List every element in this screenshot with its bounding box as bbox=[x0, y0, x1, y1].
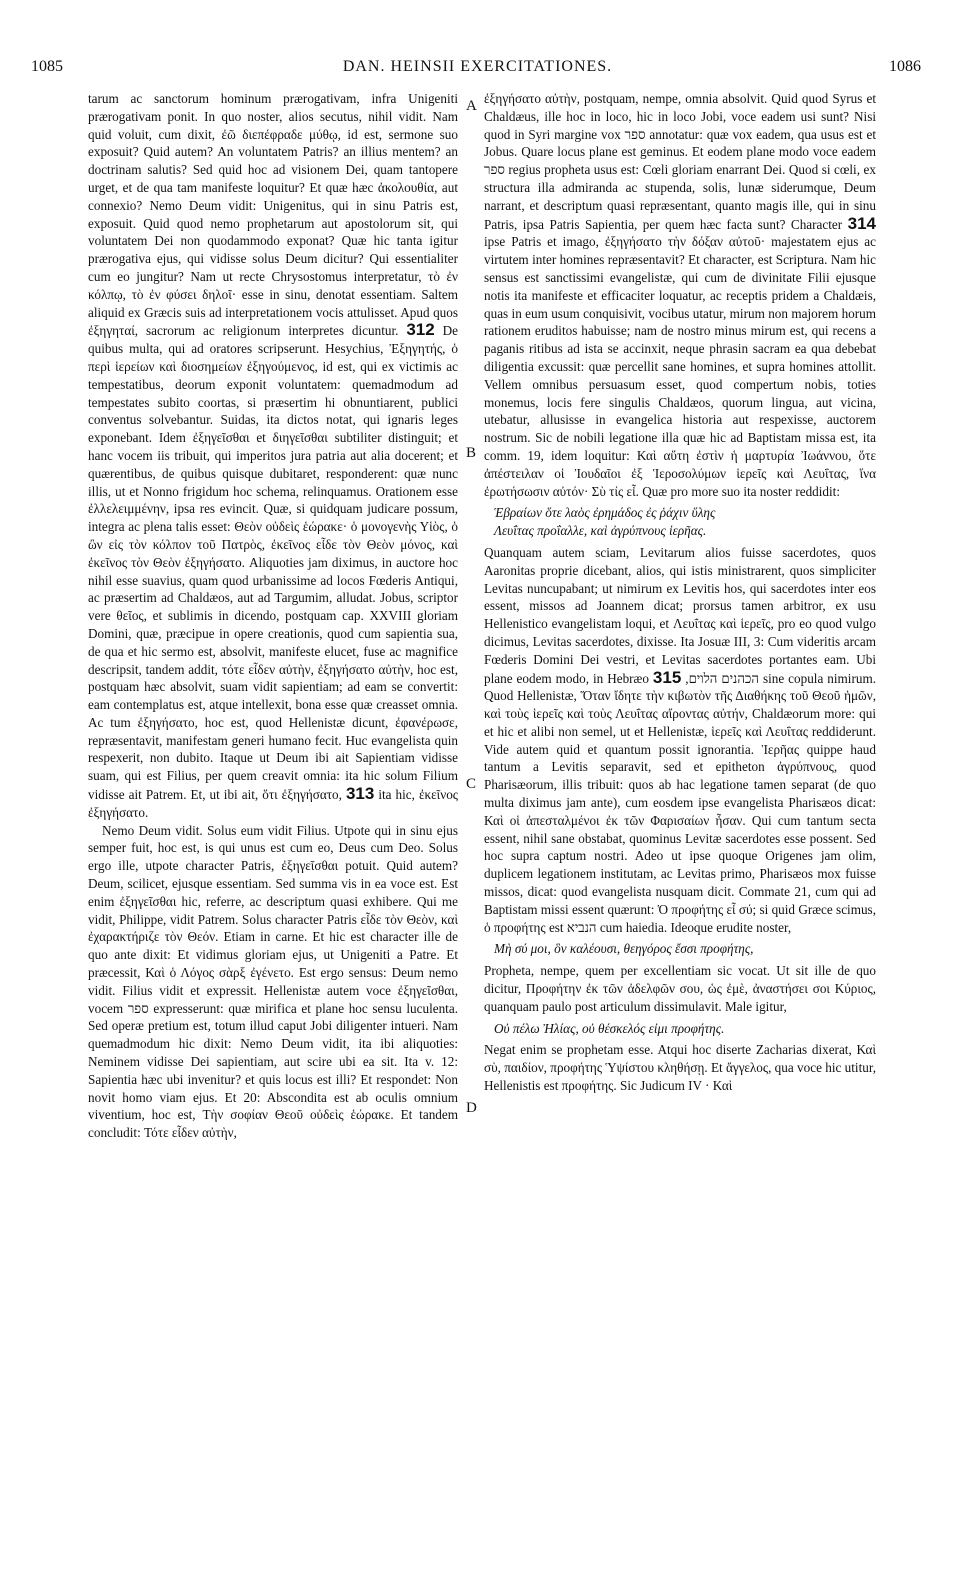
right-text-1b: ipse Patris et imago, ἐξηγήσατο τὴν δόξαν αὐτοῦ· majestatem ejus ac virtutem inter homines repræsentavit? Et character, est Scriptura. Nam hic sensus est sanctissimi evangelistæ, qui cum de divinitate Filii ejusque notis ita manifeste et efficaciter loquatur, ac receptis pridem a Chaldæis, quas in eum usum conquisivit, vocibus utatur, mirum non majorem horum rationem eruditos habuisse; nam de nostro minus mirum est, qui recens a paganis ritibus ad ista se accinxit, neque phrasin sacram ea qua debebat diligentia excussit: quæ percellit sane homines, et supra homines attollit. Vellem omnibus persuasum esset, quod compertum nobis, toties monemus, locis fere singulis Chaldæos, quorum lingua, aut vicina, utebatur, allusisse in evangelica historia aut respexisse, auctorem nostrum. Sic de nobili legatione illa quæ hic ad Baptistam missa est, ita comm. 19, idem loquitur: Καὶ αὕτη ἐστὶν ἡ μαρτυρία Ἰωάννου, ὅτε ἀπέστειλαν οἱ Ἰουδαῖοι ἐξ Ἱεροσολύμων ἱερεῖς καὶ Λευΐτας, ἵνα ἐρωτήσωσιν αὐτόν· Σὺ τίς εἶ. Quæ pro more suo ita noster reddidit: bbox=[484, 234, 876, 499]
left-paragraph-1 bbox=[88, 90, 458, 822]
left-text-1b: De quibus multa, qui ad oratores scripserunt. Hesychius, Ἐξηγητής, ὁ περὶ ἱερείων καὶ διοσημείων ἐξηγούμενος, id est, qui ex victimis ac tempestatibus, deorum exponit voluntatem: quemadmodum ad tempestates subito coortas, si præsertim hi obnuntiarent, publici conventus solvebantur. Suidas, ita dictos notat, qui ignaris leges exponebant. Idem ἐξηγεῖσθαι et διηγεῖσθαι subtiliter distinguit; et hanc vocem iis tribuit, qui imperitos jura patria aut alia docerent; et quærentibus, de quibus quisque dubitaret, responderent: quæ nunc illis, ut et Nonno frigidum hoc schema, relinquamus. Orationem esse ἐλλελειμμένην, ipsa res evincit. Quæ, si quidquam judicare possum, integra ac plena talis esset: Θεὸν οὐδεὶς ἑώρακε· ὁ μονογενὴς Υἱὸς, ὁ ὢν εἰς τὸν κόλπον τοῦ Πατρὸς, ἐκεῖνος εἶδε τὸν Θεὸν μόνος, καὶ ἐκεῖνος τὸν Θεὸν ἐξηγήσατο. Aliquoties jam diximus, in auctore hoc nihil esse suavius, quam quod urbanissime ad locos Fœderis Antiqui, ac præsertim ad Chaldæos, aut ad Targumim, alludat. Jobus, scriptor vere θεῖος, et sublimis in dicendo, postquam cap. XXVIII gloriam Domini, quæ, præcipue in opere creationis, quod cum sapientia sua, de qua et hic sermo est, absolvit, manifeste elucet, fuse ac magnifice descripsit, tandem addit, τότε εἶδεν αὐτὴν, ἐξηγήσατο αὐτὴν, hoc est, postquam hæc absolvit, suam vidit sapientiam; ad eam se convertit: eam contemplatus est, atque intellexit, bona esse quæ creasset omnia. Ac tum ἐξηγήσατο, hoc est, quod Hellenistæ dicunt, ἐφανέρωσε, repræsentavit, manifestam generi humano fecit. Huc evangelista quin respexerit, non dubito. Itaque ut Deum ibi ait Sapientiam vidisse suam, qui est Filius, per quem creavit omnia: ita hic solum Filium vidisse ait Patrem. Et, ut ibi ait, ὅτι ἐξηγήσατο, bbox=[88, 323, 459, 803]
right-paragraph-1 bbox=[484, 90, 876, 500]
right-column bbox=[484, 90, 876, 1095]
running-head bbox=[0, 58, 955, 82]
section-marker-b: B bbox=[466, 445, 477, 461]
running-title: DAN. HEINSII EXERCITATIONES. bbox=[342, 58, 613, 75]
section-marker-a: A bbox=[466, 98, 477, 114]
right-paragraph-3: Propheta, nempe, quem per excellentiam sic vocat. Ut sit ille de quo dicitur, Προφήτην ἐκ τῶν ἀδελφῶν σου, ὡς ἐμὲ, ἀναστήσει σοι Κύριος, quanquam paulo post articulum dissimulavit. Male igitur, bbox=[484, 963, 876, 1014]
left-column bbox=[88, 90, 458, 1142]
right-text-2b: sine copula nimirum. Quod Hellenistæ, Ὅταν ἴδητε τὴν κιβωτὸν τῆς Διαθήκης τοῦ Θεοῦ ἡμῶν, καὶ τοὺς ἱερεῖς καὶ τοὺς Λευΐτας αἴροντας αὐτήν, Chaldæorum more: qui et hic et alibi non semel, ut et Hellenistæ, ἱερεῖς καὶ Λευΐτας reddiderunt. Vide autem quid et quantum possit ignorantia. Ἱερῆας quippe haud tantum a Levitis separavit, sed et epitheton ἀγρύπνους, quod Pharisæorum, illis tribuit: quos ab hac legatione tamen separat (de quo multa diximus jam ante), cum eosdem ipse evangelista Pharisæos dicat: Καὶ οἱ ἀπεσταλμένοι ἐκ τῶν Φαρισαίων ἦσαν. Qui cum tantum secta essent, nihil sane obstabat, quominus Levitæ sacerdotes esse possent. Sed hoc supra captum nostri. Adeo ut ipse quoque Origenes jam olim, duplicem legationem institutam, ac Levitas primo, Pharisæos mox fuisse missos, dicat: quod evangelista nusquam dicit. Commate 21, cum qui ad Baptistam missi essent quærunt: Ὁ προφήτης εἶ σύ; si quid Græce scimus, ὁ προφήτης est הנביא cum haiedia. Ideoque erudite noster, bbox=[484, 670, 877, 935]
left-paragraph-2: Nemo Deum vidit. Solus eum vidit Filius. Utpote qui in sinu ejus semper fuit, hoc est, is qui unus est cum eo, Deus cum Deo. Solus ergo ille, utpote character Patris, ἐξηγεῖσθαι potuit. Quid autem? Deum, scilicet, ejusque essentiam. Sed summa vis in ea voce est. Est enim ἐξηγεῖσθαι hic, referre, ac descriptum quasi exhibere. Qui me vidit, Philippe, vidit Patrem. Solus character Patris εἶδε τὸν Θεὸν, καὶ ἐχαρακτήριζε τὸν Θεόν. Etiam in carne. Et hic est character ille de quo ante dixit: Et vidimus gloriam ejus, ut Unigeniti a Patre. Et præcessit, Καὶ ὁ Λόγος σὰρξ ἐγένετο. Est ergo sensus: Deum nemo vidit. Filius vidit et expressit. Hellenistæ autem voce ἐξηγεῖσθαι, vocem ספר expresserunt: quæ mirifica et plane hoc sensu luculenta. Sed operæ pretium est, totum illud caput Jobi diligenter intueri. Nam quemadmodum hic dixit: Nemo Deum vidit, ita ibi aliquoties: Neminem vidisse Dei sapientiam, aut scire ubi ea sit. Ita v. 12: Sapientia hæc ubi invenitur? et quis locus est illi? Et respondet: Non novit homo viam ejus. Et 20: Abscondita est ab oculis omnium viventium, hoc est, Τὴν σοφίαν Θεοῦ οὐδεὶς ἑώρακε. Et tandem concludit: Τότε εἶδεν αὐτὴν, bbox=[88, 822, 458, 1141]
note-number-313: 313 bbox=[345, 784, 375, 804]
section-marker-c: C bbox=[466, 776, 477, 792]
verse-quote-3: Οὐ πέλω Ἠλίας, οὐ θέσκελός εἰμι προφήτης. bbox=[494, 1020, 725, 1036]
page-number-left: 1085 bbox=[31, 58, 63, 75]
right-text-2a: Quanquam autem sciam, Levitarum alios fuisse sacerdotes, quos Aaronitas proprie dicebant, alios, qui istis ministrarent, quos simpliciter Levitas nuncupabant; ut nimirum ex Levitis hos, qui sacerdotes inter eos essent, missos ad Joannem dicat; prorsus tamen arbitror, ex usu Hellenistico evangelistam loqui, et Λευΐτας καὶ ἱερεῖς, pro eo quod vulgo dicimus, Levitas sacerdotes, dixisse. Ita Josuæ III, 3: Cum videritis arcam Fœderis Domini Dei vestri, et Levitas sacerdotes portantes eam. Ubi plane eodem modo, in Hebræo הכהנים הלוים, bbox=[484, 544, 876, 686]
right-paragraph-4: Negat enim se prophetam esse. Atqui hoc diserte Zacharias dixerat, Καὶ σὺ, παιδίον, προφήτης Ὑψίστου κληθήσῃ. Et ἄγγελος, qua voce hic utitur, Hellenistis est προφήτης. Sic Judicum IV · Καὶ bbox=[484, 1042, 876, 1094]
verse-line-1b: Λευΐτας προΐαλλε, καὶ ἀγρύπνους ἱερῆας. bbox=[494, 523, 707, 539]
note-number-315: 315 bbox=[652, 667, 682, 687]
right-text-1a: ἐξηγήσατο αὐτὴν, postquam, nempe, omnia absolvit. Quid quod Syrus et Chaldæus, ille hoc in loco, hic in loco Jobi, voce eadem usi sunt? Nisi quod in Syri margine vox ספר annotatur: quæ vox eadem, qua usus est et Jobus. Quare locus plane est geminus. Et eodem plane modo voce eadem ספר regius propheta usus est: Cœli gloriam enarrant Dei. Quod si cœli, ex structura illa admiranda ac stupenda, solis, lunæ siderumque, Deum narrant, et descriptum quasi repræsentant, quanto magis ille, qui in sinu Patris, ipsa Patris Sapientia, per quem hæc facta sunt? Character bbox=[484, 91, 876, 232]
note-number-312: 312 bbox=[406, 320, 435, 340]
left-text-1c: ita hic, ἐκεῖνος ἐξηγήσατο. bbox=[88, 787, 459, 820]
verse-quote-1 bbox=[494, 504, 876, 540]
verse-line-1a: Ἑβραίων ὅτε λαὸς ἐρημάδος ἐς ῥάχιν ὕλης bbox=[494, 505, 716, 521]
verse-quote-2: Μὴ σύ μοι, ὃν καλέουσι, θεηγόρος ἔσσι προφήτης, bbox=[494, 941, 754, 957]
right-paragraph-2 bbox=[484, 544, 876, 937]
left-text-1a: tarum ac sanctorum hominum prærogativam, infra Unigeniti prærogativam ponit. In quo noster, alios secutus, nihil vidit. Nam quid voluit, cum dixit, ἐῶ διεπέφραδε μύθῳ, id est, sermone suo exposuit? Quid autem? An voluntatem Patris? an illius mentem? an doctrinam salutis? Sed quid hoc ad visionem Dei, quam tantopere urget, et de qua tam manifeste loquitur? Et quæ hæc ἀκολουθία, aut connexio? Nemo Deum vidit: Unigenitus, qui in sinu Patris est, exposuit. Quid quod nemo prophetarum aut apostolorum sit, qui voluntatem Dei non quodammodo exponat? Quæ hic tanta igitur prærogativa ejus, qui vidisse solus Deum dicitur? Qui essentialiter cum eo jungitur? Nam ut recte Chrysostomus interpretatur, τὸ ἐν κόλπῳ, τὸ ἐν φύσει δηλοῖ· esse in sinu, denotat essentiam. Saltem aliquid ex Græcis suis ad interpretationem vocis attulisset. Apud quos ἐξηγηταί, sacrorum ac religionum interpretes dicuntur. bbox=[88, 91, 458, 339]
note-number-314: 314 bbox=[847, 213, 877, 233]
section-marker-d: D bbox=[466, 1100, 477, 1116]
page-number-right: 1086 bbox=[889, 58, 921, 75]
